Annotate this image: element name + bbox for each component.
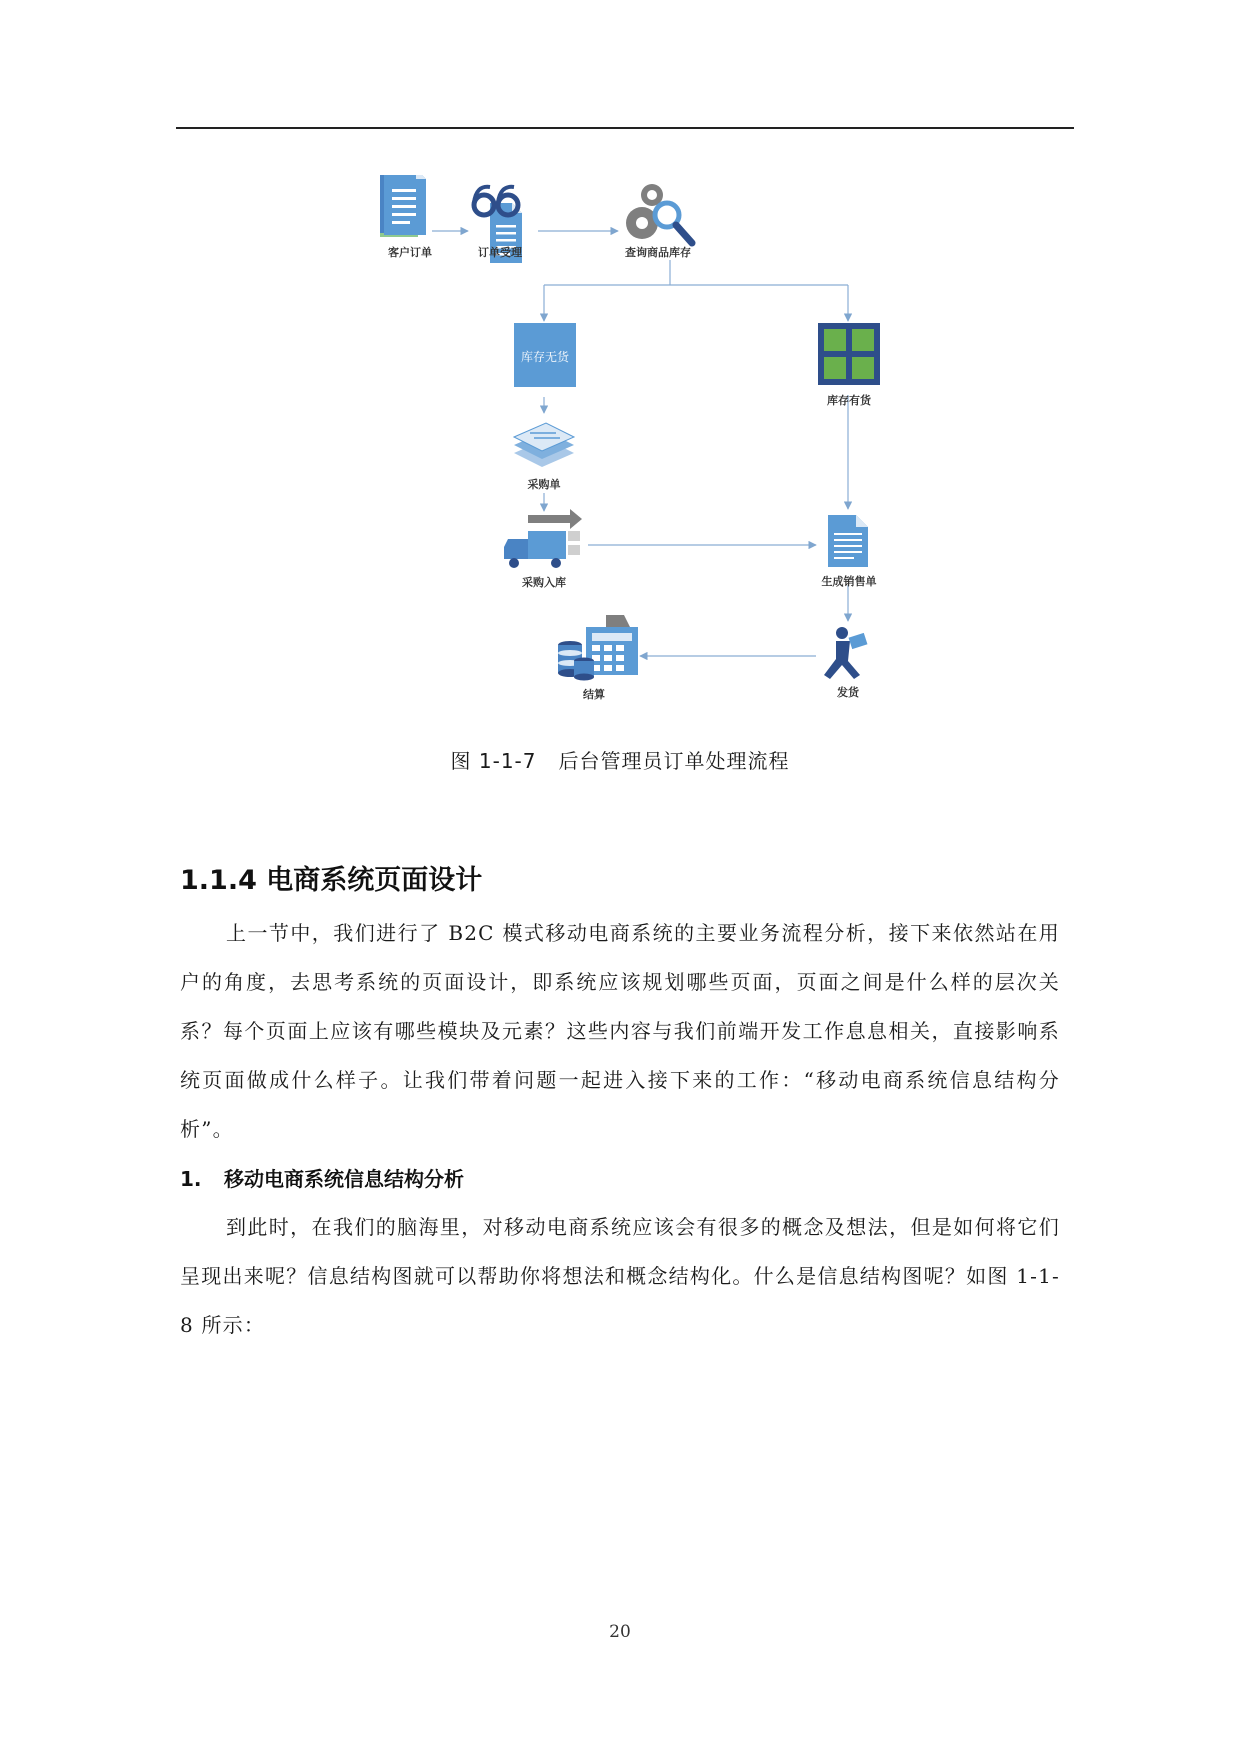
node-label-ship: 发货 bbox=[837, 686, 859, 699]
figure-caption-text: 后台管理员订单处理流程 bbox=[558, 749, 790, 773]
node-label-in-stock: 库存有货 bbox=[827, 394, 871, 407]
section-heading: 1.1.4 电商系统页面设计 bbox=[180, 865, 483, 896]
header-rule bbox=[176, 127, 1074, 129]
node-label-purchase-inbound: 采购入库 bbox=[522, 576, 566, 589]
flowchart-svg bbox=[380, 175, 900, 720]
node-label-settle: 结算 bbox=[583, 688, 605, 701]
node-label-purchase-order: 采购单 bbox=[527, 478, 561, 491]
figure-caption bbox=[0, 745, 1240, 774]
figure-caption-number: 图 1-1-7 bbox=[450, 749, 537, 773]
out-of-stock-label: 库存无货 bbox=[520, 350, 570, 364]
subsection-heading bbox=[180, 1163, 464, 1192]
node-label-generate-sales-order: 生成销售单 bbox=[821, 575, 877, 588]
sales-order-document-icon bbox=[828, 515, 868, 567]
purchase-order-stack-icon bbox=[514, 423, 574, 467]
query-stock-gears-magnifier-icon bbox=[626, 184, 692, 243]
body-paragraph-1: 上一节中，我们进行了 B2C 模式移动电商系统的主要业务流程分析，接下来依然站在用户的角度，去思考系统的页面设计，即系统应该规划哪些页面，页面之间是什么样的层次关系？每个页面上应该有哪些模块及元素？这些内容与我们前端开发工作息息相关，直接影响系统页面做成什么样子。让我们带着问题一起进入接下来的工作：“移动电商系统信息结构分析”。 bbox=[180, 921, 1060, 1141]
flowchart-figure bbox=[380, 175, 900, 720]
node-label-customer-order: 客户订单 bbox=[388, 246, 432, 259]
in-stock-bags-icon bbox=[818, 323, 880, 385]
node-label-order-accept: 订单受理 bbox=[478, 246, 522, 259]
customer-order-documents-icon bbox=[380, 175, 426, 237]
out-of-stock-box bbox=[514, 323, 576, 387]
subsection-number: 1. bbox=[180, 1167, 202, 1191]
subsection-title: 移动电商系统信息结构分析 bbox=[224, 1167, 464, 1191]
settle-calculator-coins-icon bbox=[558, 615, 638, 681]
ship-courier-icon bbox=[824, 627, 867, 679]
page-number: 20 bbox=[609, 1622, 631, 1642]
purchase-inbound-truck-icon bbox=[504, 509, 582, 568]
node-label-query-stock: 查询商品库存 bbox=[625, 246, 691, 259]
flow-connectors bbox=[432, 231, 848, 656]
body-paragraph-2: 到此时，在我们的脑海里，对移动电商系统应该会有很多的概念及想法，但是如何将它们呈现出来呢？信息结构图就可以帮助你将想法和概念结构化。什么是信息结构图呢？如图 1-1-8 所示： bbox=[180, 1215, 1060, 1337]
